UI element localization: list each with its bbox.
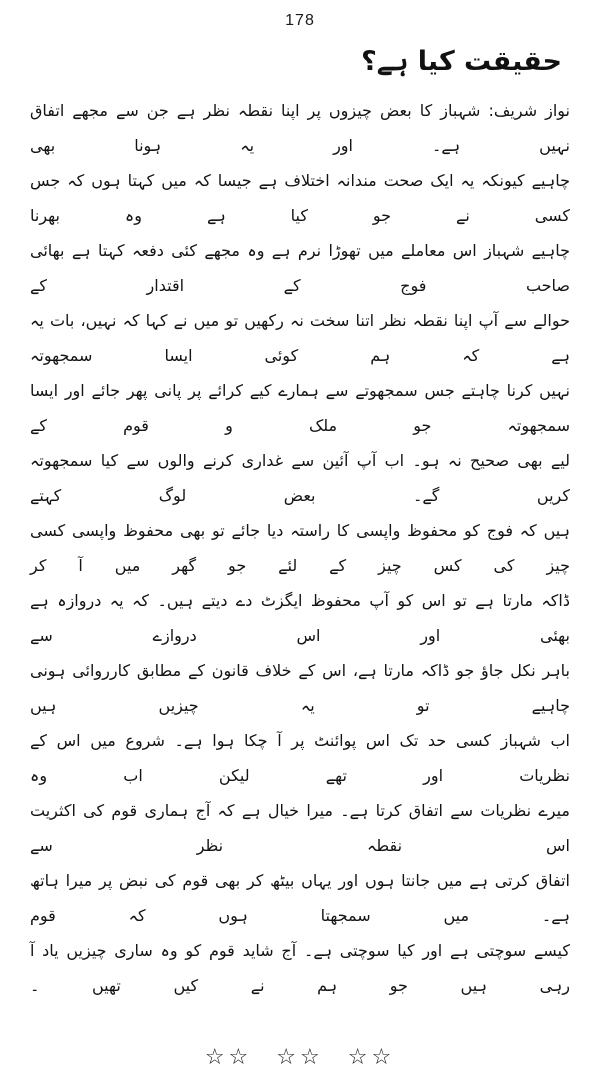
star-pair-icon: ☆☆ [347,1045,396,1070]
text-line: نواز شریف: شہباز کا بعض چیزوں پر اپنا نقطہ نظر ہے جن سے مجھے اتفاق نہیں ہے۔ اور یہ ہونا بھی [30,101,570,155]
text-line: باہر نکل جاؤ جو ڈاکہ مارتا ہے، اس کے خلاف قانون کے مطابق کارروائی ہونی چاہیے تو یہ چیزیں ہیں [30,661,570,715]
text-line: ڈاکہ مارتا ہے تو اس کو آپ محفوظ ایگزٹ دے دیتے ہیں۔ کہ یہ دروازہ ہے بھئی اور اس دروازے سے [30,591,570,645]
page-number: 178 [285,12,315,29]
text-line: چاہیے کیونکہ یہ ایک صحت مندانہ اختلاف ہے جیسا کہ میں کہتا ہوں کہ جس کسی نے جو کیا ہے وہ بھرنا [30,171,570,225]
text-line: چاہیے شہباز اس معاملے میں تھوڑا نرم ہے وہ مجھے کئی دفعہ کہتا ہے بھائی صاحب فوج کے اقتدار کے [30,241,570,295]
star-pair-icon: ☆☆ [204,1045,253,1070]
text-line: میرے نظریات سے اتفاق کرتا ہے۔ میرا خیال ہے کہ آج ہماری قوم کی اکثریت اس نقطہ نظر سے [30,801,570,855]
text-line: ہیں کہ فوج کو محفوظ واپسی کا راستہ دیا جائے تو بھی محفوظ واپسی کسی چیز کی کس چیز کے لئے جو گھر میں آ کر [30,521,570,575]
text-line: حوالے سے آپ اپنا نقطہ نظر اتنا سخت نہ رکھیں تو میں نے کہا کہ نہیں، بات یہ ہے کہ ہم کوئی ایسا سمجھوتہ [30,311,570,365]
text-line: کیسے سوچتی ہے اور کیا سوچتی ہے۔ آج شاید قوم کو وہ ساری چیزیں یاد آ رہی ہیں جو ہم نے کیں تھیں ۔ [30,941,570,995]
text-line: لیے بھی صحیح نہ ہو۔ اب آپ آئین سے غداری کرنے والوں سے کیا سمجھوتہ کریں گے۔ بعض لوگ کہتے [30,451,570,505]
body-text [30,93,570,1003]
text-line: نہیں کرنا چاہتے جس سمجھوتے سے ہمارے کیے کرائے پر پانی پھر جائے اور ایسا سمجھوتہ جو ملک و قوم کے [30,381,570,435]
chapter-heading: حقیقت کیا ہے؟ [361,46,562,77]
text-line: اب شہباز کسی حد تک اس پوائنٹ پر آ چکا ہوا ہے۔ شروع میں اس کے نظریات اور تھے لیکن اب وہ [30,731,570,785]
star-divider [0,1045,600,1070]
text-line: اتفاق کرتی ہے میں جانتا ہوں اور یہاں بیٹھ کر بھی قوم کی نبض پر میرا ہاتھ ہے۔ میں سمجھتا ہوں کہ قوم [30,871,570,925]
star-pair-icon: ☆☆ [276,1045,324,1070]
